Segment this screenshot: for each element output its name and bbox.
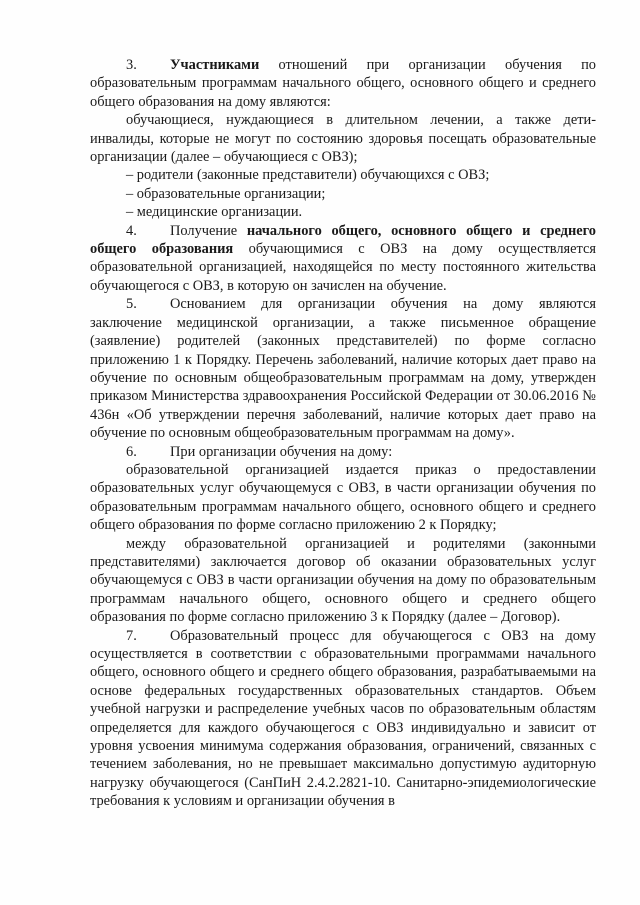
paragraph-text: отношений при организации обучения по образовательным программам начального общего, основного общего и среднего общего образования на дому являются: [90,57,596,110]
paragraph-number: 7. [126,627,137,644]
paragraph-3 [90,56,596,111]
paragraph-number: 6. [126,443,137,460]
document-body [90,56,596,811]
paragraph-text: Получение [170,222,247,239]
paragraph-7 [90,627,596,811]
paragraph-text: обучающимися с ОВЗ на дому осуществляется образовательной организацией, находящейся по месту постоянного жительства обучающегося с ОВЗ, в которую он зачислен на обучение. [90,241,597,294]
paragraph-6 [90,443,596,461]
paragraph-4 [90,222,596,296]
list-item: между образовательной организацией и родителями (законными представителями) заключается договор об оказании образовательных услуг обучающемуся с ОВЗ в части организации обучения на дому по образовательным программам начального общего, основного общего и среднего общего образования по форме согласно приложению 3 к Порядку (далее – Договор). [90,535,596,626]
list-item: образовательной организацией издается приказ о предоставлении образовательных услуг обучающемуся с ОВЗ, в части организации обучения по образовательным программам начального общего, основного общего и среднего общего образования по форме согласно приложению 2 к Порядку; [90,461,596,534]
bold-term: начального общего, основного общего и среднего общего образования [90,222,596,258]
list-item: – образовательные организации; [126,185,326,202]
paragraph-text: При организации обучения на дому: [170,443,393,460]
paragraph-5 [90,295,596,442]
bold-term: Участниками [170,57,260,73]
list-item: – медицинские организации. [126,204,303,221]
paragraph-text: Образовательный процесс для обучающегося с ОВЗ на дому осуществляется в соответствии с образовательными программами начального общего, основного общего и среднего общего образования, разрабатываемыми на основе федеральных государственных образовательных стандартов. Объем учебной нагрузки и распределение учебных часов по образовательным областям определяется для каждого обучающегося с ОВЗ индивидуально и зависит от уровня усвоения минимума содержания образования, ограничений, связанных с течением заболевания, но не превышает максимально допустимую аудиторную нагрузку обучающегося (СанПиН 2.4.2.2821-10. Санитарно-эпидемиологические требования к условиям и организации обучения в [90,627,596,810]
paragraph-text: Основанием для организации обучения на дому являются заключение медицинской организации, а также письменное обращение (заявление) родителей (законных представителей) по форме согласно приложению 1 к Порядку. Перечень заболеваний, наличие которых дает право на обучение по основным общеобразовательным программам на дому, утвержден приказом Министерства здравоохранения Российской Федерации от 30.06.2016 № 436н «Об утверждении перечня заболеваний, наличие которых дает право на обучение по основным общеобразовательным программам на дому». [90,296,596,442]
list-item: – родители (законные представители) обучающихся с ОВЗ; [126,167,490,184]
paragraph-number: 5. [126,296,137,313]
paragraph-number: 4. [126,222,137,239]
list-item: обучающиеся, нуждающиеся в длительном лечении, а также дети-инвалиды, которые не могут по состоянию здоровья посещать образовательные организации (далее – обучающиеся с ОВЗ); [90,112,596,166]
paragraph-number: 3. [126,57,137,73]
